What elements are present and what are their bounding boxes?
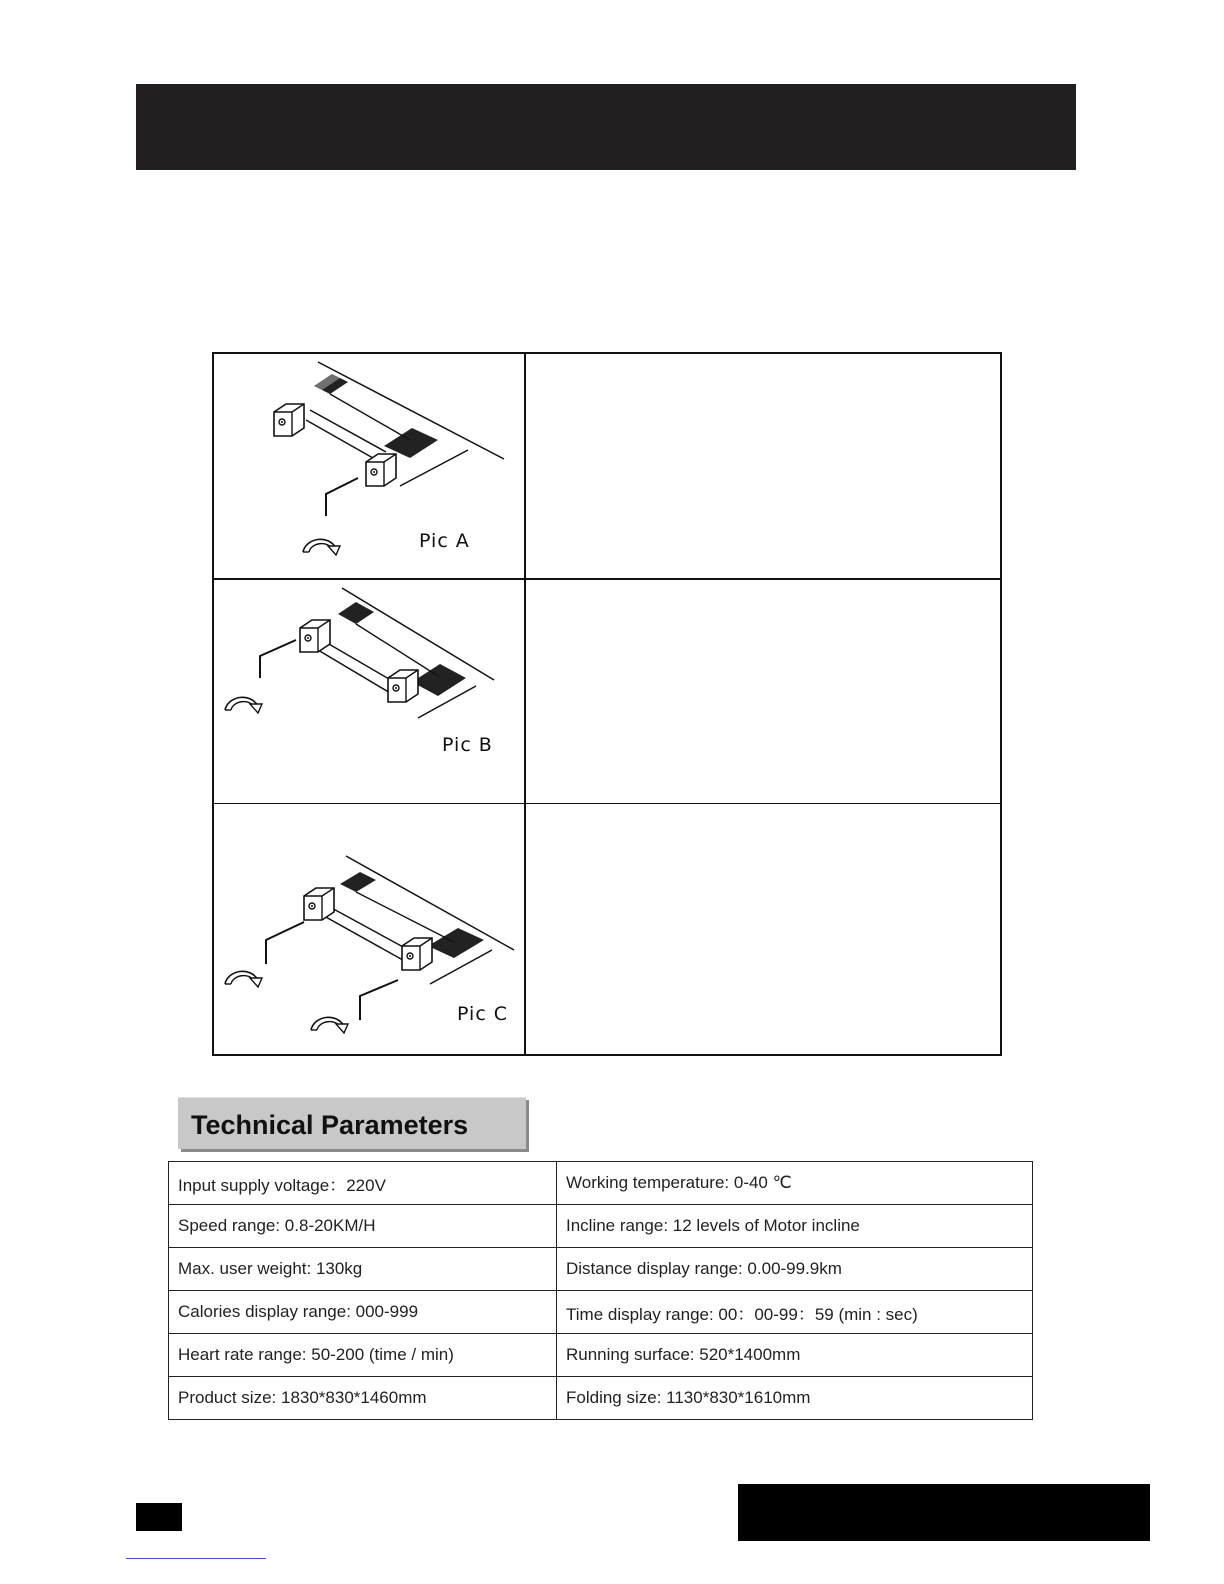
param-cell: Calories display range: 000-999 [169,1291,557,1334]
technical-parameters-table [168,1161,1033,1420]
pic-c-description [526,804,1000,1054]
pic-row-c [214,804,1000,1054]
param-cell: Input supply voltage：220V [169,1162,557,1205]
param-cell: Incline range: 12 levels of Motor incline [557,1205,1033,1248]
param-cell: Time display range: 00：00-99：59 (min : sec) [557,1291,1033,1334]
pic-a-label: Pic A [419,530,470,552]
pic-row-a [214,354,1000,580]
pic-b-description [526,580,1000,803]
param-cell: Working temperature: 0-40 ℃ [557,1162,1033,1205]
param-cell: Product size: 1830*830*1460mm [169,1377,557,1420]
technical-parameters-heading [178,1097,526,1149]
table-row [169,1334,1033,1377]
adjustment-picture-table [212,352,1002,1056]
param-cell: Heart rate range: 50-200 (time / min) [169,1334,557,1377]
pic-c-label: Pic C [457,1003,509,1025]
table-row [169,1291,1033,1334]
table-row [169,1162,1033,1205]
param-cell: Distance display range: 0.00-99.9km [557,1248,1033,1291]
footer-link-underline[interactable] [126,1558,266,1559]
pic-b-illustration [214,580,524,803]
param-cell: Folding size: 1130*830*1610mm [557,1377,1033,1420]
table-row [169,1248,1033,1291]
pic-row-b [214,580,1000,804]
pic-a-illustration [214,354,524,578]
param-cell: Running surface: 520*1400mm [557,1334,1033,1377]
pic-c-illustration [214,804,524,1054]
table-row [169,1377,1033,1420]
footer-bar [738,1484,1150,1541]
page-number-box [136,1503,182,1531]
param-cell: Speed range: 0.8-20KM/H [169,1205,557,1248]
pic-a-description [526,354,1000,578]
header-bar [136,84,1076,170]
param-cell: Max. user weight: 130kg [169,1248,557,1291]
pic-b-label: Pic B [442,734,493,756]
technical-parameters-title: Technical Parameters [191,1110,469,1140]
table-row [169,1205,1033,1248]
